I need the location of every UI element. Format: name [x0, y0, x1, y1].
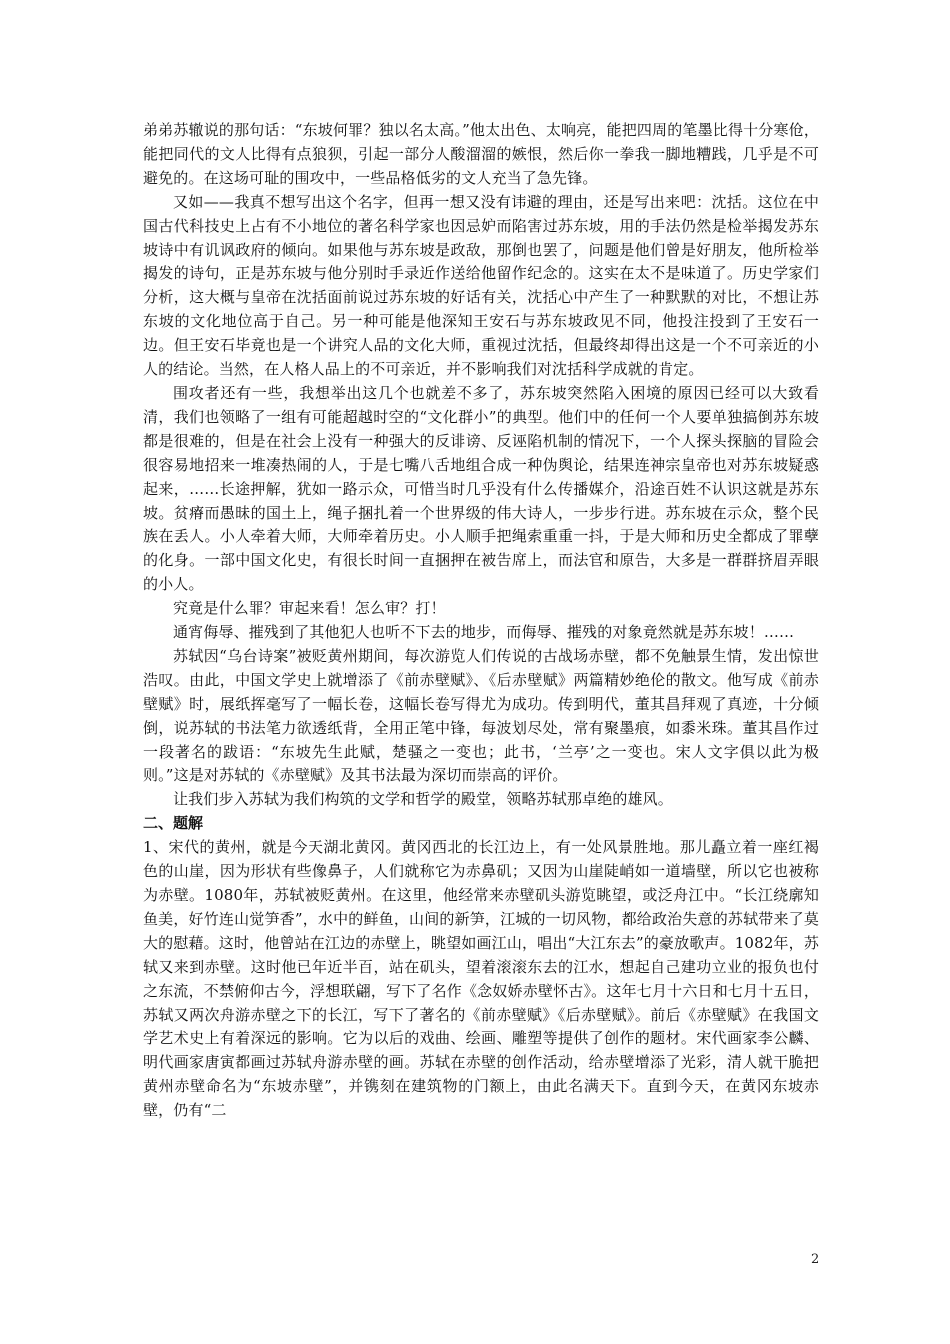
paragraph-6: 苏轼因“乌台诗案”被贬黄州期间，每次游览人们传说的古战场赤壁，都不免触景生情，发出惊世浩叹。由此，中国文学史上就增添了《前赤壁赋》、《后赤壁赋》两篇精妙绝伦的散文。他写成《前赤壁赋》时，展纸挥毫写了一幅长卷，这幅长卷写得尤为成功。传到明代，董其昌拜观了真迹，十分倾倒，说苏轼的书法笔力欲透纸背，全用正笔中锋，每波划尽处，常有聚墨痕，如黍米珠。董其昌作过一段著名的跋语：“东坡先生此赋，楚骚之一变也；此书，‘兰亭’之一变也。宋人文字俱以此为极则。”这是对苏轼的《赤壁赋》及其书法最为深切而崇高的评价。 — [143, 646, 819, 785]
section-heading: 二、题解 — [143, 814, 204, 833]
paragraph-1: 弟弟苏辙说的那句话：“东坡何罪？独以名太高。”他太出色、太响亮，能把四周的笔墨比得十分寒伧，能把同代的文人比得有点狼狈，引起一部分人酸溜溜的嫉恨，然后你一拳我一脚地糟践，几乎是不可避免的。在这场可耻的围攻中，一些品格低劣的文人充当了急先锋。 — [143, 121, 819, 187]
page-number: 2 — [811, 1252, 820, 1267]
document-page — [143, 119, 819, 1123]
paragraph-4: 究竟是什么罪？审起来看！怎么审？打！ — [173, 599, 446, 618]
section-paragraph: 1、宋代的黄州，就是今天湖北黄冈。黄冈西北的长江边上，有一处风景胜地。那儿矗立着一座红褐色的山崖，因为形状有些像鼻子，人们就称它为赤鼻矶；又因为山崖陡峭如一道墙壁，所以它也被称为赤壁。1080年，苏轼被贬黄州。在这里，他经常来赤壁矶头游览眺望，或泛舟江中。“长江绕廓知鱼美，好竹连山觉笋香”，水中的鲜鱼，山间的新笋，江城的一切风物，都给政治失意的苏轼带来了莫大的慰藉。这时，他曾站在江边的赤壁上，眺望如画江山，唱出“大江东去”的豪放歌声。1082年，苏轼又来到赤壁。这时他已年近半百，站在矶头，望着滚滚东去的江水，想起自己建功立业的报负也付之东流，不禁俯仰古今，浮想联翩，写下了名作《念奴娇赤壁怀古》。这年七月十六日和七月十五日，苏轼又两次舟游赤壁之下的长江，写下了著名的《前赤壁赋》《后赤壁赋》。前后《赤壁赋》在我国文学艺术史上有着深远的影响。它为以后的戏曲、绘画、雕塑等提供了创作的题材。宋代画家李公麟、明代画家唐寅都画过苏轼舟游赤壁的画。苏轼在赤壁的创作活动，给赤壁增添了光彩，清人就干脆把黄州赤壁命名为“东坡赤壁”，并镌刻在建筑物的门额上，由此名满天下。直到今天，在黄冈东坡赤壁，仍有“二 — [143, 838, 819, 1120]
paragraph-3: 围攻者还有一些，我想举出这几个也就差不多了，苏东坡突然陷入困境的原因已经可以大致看清，我们也领略了一组有可能超越时空的“文化群小”的典型。他们中的任何一个人要单独搞倒苏东坡都是很难的，但是在社会上没有一种强大的反诽谤、反诬陷机制的情况下，一个人探头探脑的冒险会很容易地招来一堆凑热闹的人，于是七嘴八舌地组合成一种伪舆论，结果连神宗皇帝也对苏东坡疑惑起来，……长途押解，犹如一路示众，可惜当时几乎没有什么传播媒介，沿途百姓不认识这就是苏东坡。贫瘠而愚昧的国土上，绳子捆扎着一个世界级的伟大诗人，一步步行进。苏东坡在示众，整个民族在丢人。小人牵着大师，大师牵着历史。小人顺手把绳索重重一抖，于是大师和历史全都成了罪孽的化身。一部中国文化史，有很长时间一直捆押在被告席上，而法官和原告，大多是一群群挤眉弄眼的小人。 — [143, 383, 819, 594]
paragraph-2: 又如——我真不想写出这个名字，但再一想又没有讳避的理由，还是写出来吧：沈括。这位在中国古代科技史上占有不小地位的著名科学家也因忌妒而陷害过苏东坡，用的手法仍然是检举揭发苏东坡诗中有讥讽政府的倾向。如果他与苏东坡是政敌，那倒也罢了，问题是他们曾是好朋友，他所检举揭发的诗句，正是苏东坡与他分别时手录近作送给他留作纪念的。这实在太不是味道了。历史学家们分析，这大概与皇帝在沈括面前说过苏东坡的好话有关，沈括心中产生了一种默默的对比，不想让苏东坡的文化地位高于自己。另一种可能是他深知王安石与苏东坡政见不同，他投注投到了王安石一边。但王安石毕竟也是一个讲究人品的文化大师，重视过沈括，但最终却得出这是一个不可亲近的小人的结论。当然，在人格人品上的不可亲近，并不影响我们对沈括科学成就的肯定。 — [143, 192, 819, 379]
paragraph-5: 通宵侮辱、摧残到了其他犯人也听不下去的地步，而侮辱、摧残的对象竟然就是苏东坡！…… — [173, 623, 795, 642]
paragraph-7: 让我们步入苏轼为我们构筑的文学和哲学的殿堂，领略苏轼那卓绝的雄风。 — [173, 790, 673, 809]
